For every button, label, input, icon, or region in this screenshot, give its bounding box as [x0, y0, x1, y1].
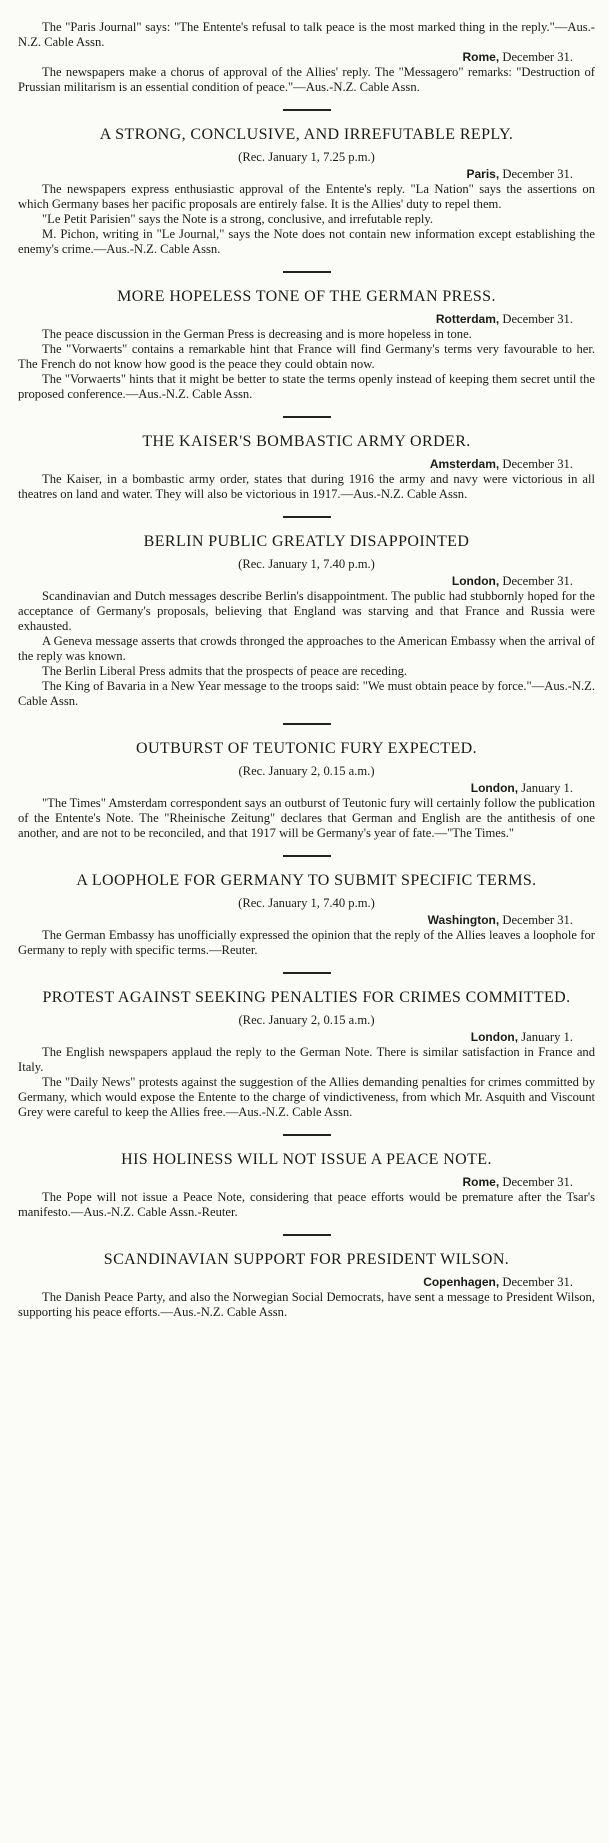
article-paragraph: The Berlin Liberal Press admits that the prospects of peace are receding.	[42, 664, 408, 678]
dateline-place: Amsterdam,	[429, 457, 500, 471]
article-paragraph: "The Times" Amsterdam correspondent says an outburst of Teutonic fury will certainly follow the publication of the Entente's Note. The "Rheinische Zeitung" declares that German and English are the antithesis of one another, and are not to be reconciled, and that 1917 will be Germany's year of fate.—"The Times."	[18, 796, 595, 840]
dateline-place: Paris,	[466, 167, 500, 181]
article-paragraph: The "Vorwaerts" contains a remarkable hint that France will find Germany's terms very favourable to her. The French do not know how good is the peace they could obtain now.	[18, 342, 595, 371]
article-dateline	[18, 1275, 573, 1290]
dateline-date: December 31.	[502, 574, 573, 588]
received-note: (Rec. January 2, 0.15 a.m.)	[238, 764, 375, 778]
article-headline: BERLIN PUBLIC GREATLY DISAPPOINTED	[143, 533, 470, 550]
article-paragraph: The peace discussion in the German Press is decreasing and is more hopeless in tone.	[42, 327, 472, 341]
article-paragraph: Scandinavian and Dutch messages describe Berlin's disappointment. The public had stubbornly hoped for the acceptance of Germany's proposals, believing that England was starving and that France and Russia were exhausted.	[18, 589, 595, 633]
article-paragraph: The German Embassy has unofficially expressed the opinion that the reply of the Allies leaves a loophole for Germany to reply with specific terms.—Reuter.	[18, 928, 595, 957]
intro-dateline	[18, 50, 573, 65]
received-note: (Rec. January 1, 7.25 p.m.)	[238, 150, 375, 164]
article-headline: OUTBURST OF TEUTONIC FURY EXPECTED.	[136, 740, 477, 757]
section-divider	[283, 516, 331, 518]
dateline-date: January 1.	[521, 1030, 573, 1044]
intro-paragraph: The newspapers make a chorus of approval of the Allies' reply. The "Messagero" remarks: "Destruction of Prussian militarism is an essential condition of peace."—Aus.-N.Z. Cable Assn.	[18, 65, 595, 94]
dateline-date: December 31.	[502, 50, 573, 64]
article-paragraph: The King of Bavaria in a New Year message to the troops said: "We must obtain peace by force."—Aus.-N.Z. Cable Assn.	[18, 679, 595, 708]
section-divider	[283, 855, 331, 857]
dateline-place: London,	[451, 574, 500, 588]
article-headline: SCANDINAVIAN SUPPORT FOR PRESIDENT WILSON.	[103, 1251, 510, 1268]
article-headline: MORE HOPELESS TONE OF THE GERMAN PRESS.	[117, 288, 496, 305]
dateline-date: December 31.	[502, 1175, 573, 1189]
article-headline: A LOOPHOLE FOR GERMANY TO SUBMIT SPECIFIC TERMS.	[76, 872, 537, 889]
article-headline: A STRONG, CONCLUSIVE, AND IRREFUTABLE REPLY.	[99, 126, 514, 143]
section-divider	[283, 972, 331, 974]
article-headline: HIS HOLINESS WILL NOT ISSUE A PEACE NOTE.	[121, 1151, 492, 1168]
received-note: (Rec. January 1, 7.40 p.m.)	[238, 557, 375, 571]
article-paragraph: A Geneva message asserts that crowds thronged the approaches to the American Embassy when the arrival of the reply was known.	[18, 634, 595, 663]
article-dateline	[18, 1175, 573, 1190]
article-paragraph: M. Pichon, writing in "Le Journal," says the Note does not contain new information except establishing the enemy's crime.—Aus.-N.Z. Cable Assn.	[18, 227, 595, 256]
article-dateline	[18, 913, 573, 928]
section-divider	[283, 416, 331, 418]
dateline-date: December 31.	[502, 312, 573, 326]
dateline-place: Copenhagen,	[423, 1275, 500, 1289]
article-dateline	[18, 781, 573, 796]
intro-paragraph: The "Paris Journal" says: "The Entente's refusal to talk peace is the most marked thing in the reply."—Aus.-N.Z. Cable Assn.	[18, 20, 595, 49]
article-dateline	[18, 1030, 573, 1045]
section-divider	[283, 1234, 331, 1236]
dateline-date: December 31.	[502, 457, 573, 471]
dateline-date: December 31.	[502, 1275, 573, 1289]
dateline-date: December 31.	[502, 167, 573, 181]
dateline-place: Rome,	[462, 50, 500, 64]
article-dateline	[18, 457, 573, 472]
article-paragraph: The Danish Peace Party, and also the Norwegian Social Democrats, have sent a message to President Wilson, supporting his peace efforts.—Aus.-N.Z. Cable Assn.	[18, 1290, 595, 1319]
section-divider	[283, 271, 331, 273]
article-headline: PROTEST AGAINST SEEKING PENALTIES FOR CRIMES COMMITTED.	[42, 989, 571, 1006]
dateline-place: London,	[470, 781, 519, 795]
article-dateline	[18, 574, 573, 589]
article-paragraph: The Pope will not issue a Peace Note, considering that peace efforts would be premature after the Tsar's manifesto.—Aus.-N.Z. Cable Assn.-Reuter.	[18, 1190, 595, 1219]
article-dateline	[18, 167, 573, 182]
article-paragraph: The "Vorwaerts" hints that it might be better to state the terms openly instead of keeping them secret until the proposed conference.—Aus.-N.Z. Cable Assn.	[18, 372, 595, 401]
section-divider	[283, 109, 331, 111]
section-divider	[283, 1134, 331, 1136]
article-headline: THE KAISER'S BOMBASTIC ARMY ORDER.	[142, 433, 471, 450]
dateline-place: Rome,	[462, 1175, 500, 1189]
article-paragraph: The Kaiser, in a bombastic army order, states that during 1916 the army and navy were victorious in all theatres on land and water. They will also be victorious in 1917.—Aus.-N.Z. Cable Assn.	[18, 472, 595, 501]
dateline-place: Rotterdam,	[435, 312, 500, 326]
dateline-place: London,	[470, 1030, 519, 1044]
dateline-date: January 1.	[521, 781, 573, 795]
article-paragraph: "Le Petit Parisien" says the Note is a strong, conclusive, and irrefutable reply.	[42, 212, 434, 226]
dateline-place: Washington,	[427, 913, 500, 927]
received-note: (Rec. January 1, 7.40 p.m.)	[238, 896, 375, 910]
dateline-date: December 31.	[502, 913, 573, 927]
article-paragraph: The newspapers express enthusiastic approval of the Entente's reply. "La Nation" says the assertions on which Germany bases her pacific proposals are entirely false. It is the Allies' duty to repel them.	[18, 182, 595, 211]
section-divider	[283, 723, 331, 725]
article-paragraph: The English newspapers applaud the reply to the German Note. There is similar satisfaction in France and Italy.	[18, 1045, 595, 1074]
article-paragraph: The "Daily News" protests against the suggestion of the Allies demanding penalties for crimes committed by Germany, which would expose the Entente to the charge of vindictiveness, from which Mr. Asquith and Viscount Grey were careful to keep the Allies free.—Aus.-N.Z. Cable Assn.	[18, 1075, 595, 1119]
article-dateline	[18, 312, 573, 327]
received-note: (Rec. January 2, 0.15 a.m.)	[238, 1013, 375, 1027]
